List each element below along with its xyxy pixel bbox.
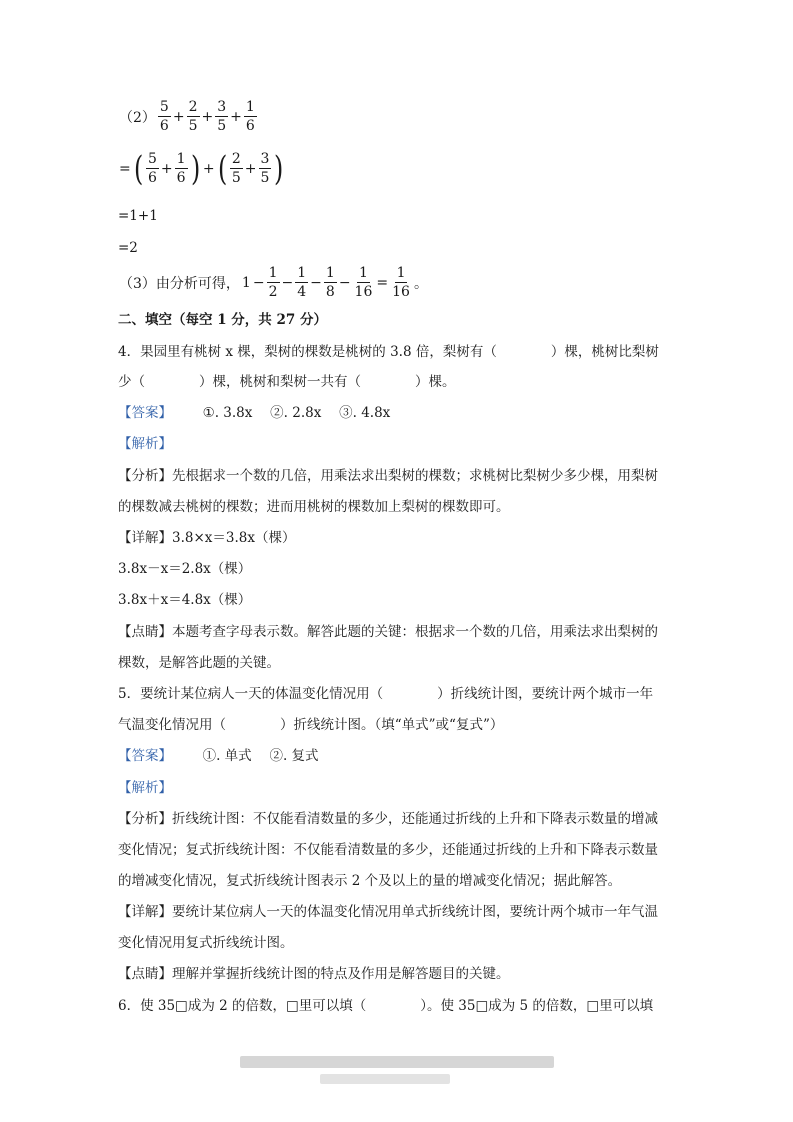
q4-line2: 少（ ）棵，桃树和梨树一共有（ ）棵。	[118, 374, 456, 390]
footer-watermark-sub	[320, 1074, 450, 1084]
step2-expression: （2） $\frac{5}{6}$ + $\frac{2}{5}$ + $\frac{3}{5}$ + $\frac{1}{6}$	[119, 99, 255, 134]
q4-analysis-tag: 【解析】	[118, 436, 172, 452]
q4-fenxi-1: 【分析】先根据求一个数的几倍，用乘法求出梨树的棵数；求桃树比梨树少多少棵，用梨树	[118, 468, 658, 484]
step3-expression: （3）由分析可得， 1 − $\frac{1}{2}$ − $\frac{1}{4}$ − $\frac{1}{8}$ − $\frac{1}{16}$ = $\frac{1}{16}$ 。	[119, 265, 428, 300]
fraction: $\frac{1}{8}$	[325, 265, 335, 300]
fraction: $\frac{5}{6}$	[148, 151, 157, 186]
q5-xiangjie-2: 变化情况用复式折线统计图。	[118, 935, 294, 951]
answer-tag: 【答案】	[118, 748, 172, 764]
q5-analysis-tag: 【解析】	[118, 780, 172, 796]
q4-dianjing-1: 【点睛】本题考查字母表示数。解答此题的关键：根据求一个数的几倍，用乘法求出梨树的	[118, 624, 658, 640]
step2-line4: =2	[118, 240, 138, 256]
q4-answer	[118, 403, 390, 423]
fraction: $\frac{2}{5}$	[231, 151, 241, 186]
xiangjie-tag: 【详解】	[118, 904, 172, 920]
dianjing-tag: 【点睛】	[118, 624, 172, 640]
step2-grouped-expression: = ( $\frac{5}{6}$ + $\frac{1}{6}$ ) + ( $\frac{2}{5}$ + $\frac{3}{5}$ )	[119, 148, 284, 189]
q5-fenxi-2: 变化情况；复式折线统计图：不仅能看清数量的多少，还能通过折线的上升和下降表示数量	[118, 842, 658, 858]
dianjing-tag: 【点睛】	[118, 966, 172, 982]
step2-label: （2）	[119, 109, 156, 126]
fraction: $\frac{1}{16}$	[354, 265, 373, 300]
xiangjie-tag: 【详解】	[118, 530, 172, 546]
fenxi-tag: 【分析】	[118, 811, 172, 827]
q5-fenxi-3: 的增减变化情况，复式折线统计图表示 2 个及以上的量的增减变化情况；据此解答。	[118, 873, 622, 889]
q5-answer	[118, 746, 319, 766]
right-paren-icon: )	[274, 148, 284, 189]
left-paren-icon: (	[133, 148, 144, 189]
answer-tag: 【答案】	[118, 405, 172, 421]
right-paren-icon: )	[190, 148, 200, 189]
step2-line3: =1+1	[118, 208, 158, 224]
fraction: $\frac{1}{2}$	[268, 265, 278, 300]
q5-line1: 5．要统计某位病人一天的体温变化情况用（ ）折线统计图，要统计两个城市一年	[118, 686, 654, 702]
fraction: $\frac{1}{16}$	[392, 265, 410, 300]
fraction: $\frac{1}{6}$	[245, 99, 255, 134]
q4-xiangjie-2: 3.8x－x＝2.8x（棵）	[118, 561, 252, 577]
q4-dianjing-2: 棵数，是解答此题的关键。	[118, 655, 280, 671]
q6-line1: 6．使 35□成为 2 的倍数，□里可以填（ ）。使 35□成为 5 的倍数，□里可以填	[118, 998, 654, 1014]
fraction: $\frac{3}{5}$	[217, 99, 227, 134]
q5-dianjing-1: 【点睛】理解并掌握折线统计图的特点及作用是解答题目的关键。	[118, 966, 510, 982]
fraction: $\frac{3}{5}$	[260, 151, 270, 186]
footer-watermark	[240, 1056, 554, 1068]
answer-text: ①. 3.8x ②. 2.8x ③. 4.8x	[202, 405, 391, 421]
fenxi-tag: 【分析】	[118, 468, 172, 484]
q4-xiangjie-3: 3.8x＋x＝4.8x（棵）	[118, 592, 252, 608]
fraction: $\frac{1}{4}$	[297, 265, 307, 300]
q5-xiangjie-1: 【详解】要统计某位病人一天的体温变化情况用单式折线统计图，要统计两个城市一年气温	[118, 904, 658, 920]
left-paren-icon: (	[217, 148, 227, 189]
q5-fenxi-1: 【分析】折线统计图：不仅能看清数量的多少，还能通过折线的上升和下降表示数量的增减	[118, 811, 658, 827]
section-heading: 二、填空（每空 1 分，共 27 分）	[118, 312, 327, 328]
answer-text: ①. 单式 ②. 复式	[202, 748, 319, 764]
q4-fenxi-2: 的棵数减去桃树的棵数；进而用桃树的棵数加上梨树的棵数即可。	[118, 499, 510, 515]
q5-line2: 气温变化情况用（ ）折线统计图。（填“单式”或“复式”）	[118, 717, 504, 733]
step3-label: （3）由分析可得，	[119, 275, 240, 292]
q4-xiangjie-1: 【详解】3.8×x＝3.8x（棵）	[118, 530, 296, 546]
fraction: $\frac{2}{5}$	[188, 99, 198, 134]
q4-line1: 4．果园里有桃树 x 棵，梨树的棵数是桃树的 3.8 倍，梨树有（ ）棵，桃树比梨树	[118, 344, 659, 360]
fraction: $\frac{5}{6}$	[159, 99, 169, 134]
fraction: $\frac{1}{6}$	[176, 151, 186, 186]
